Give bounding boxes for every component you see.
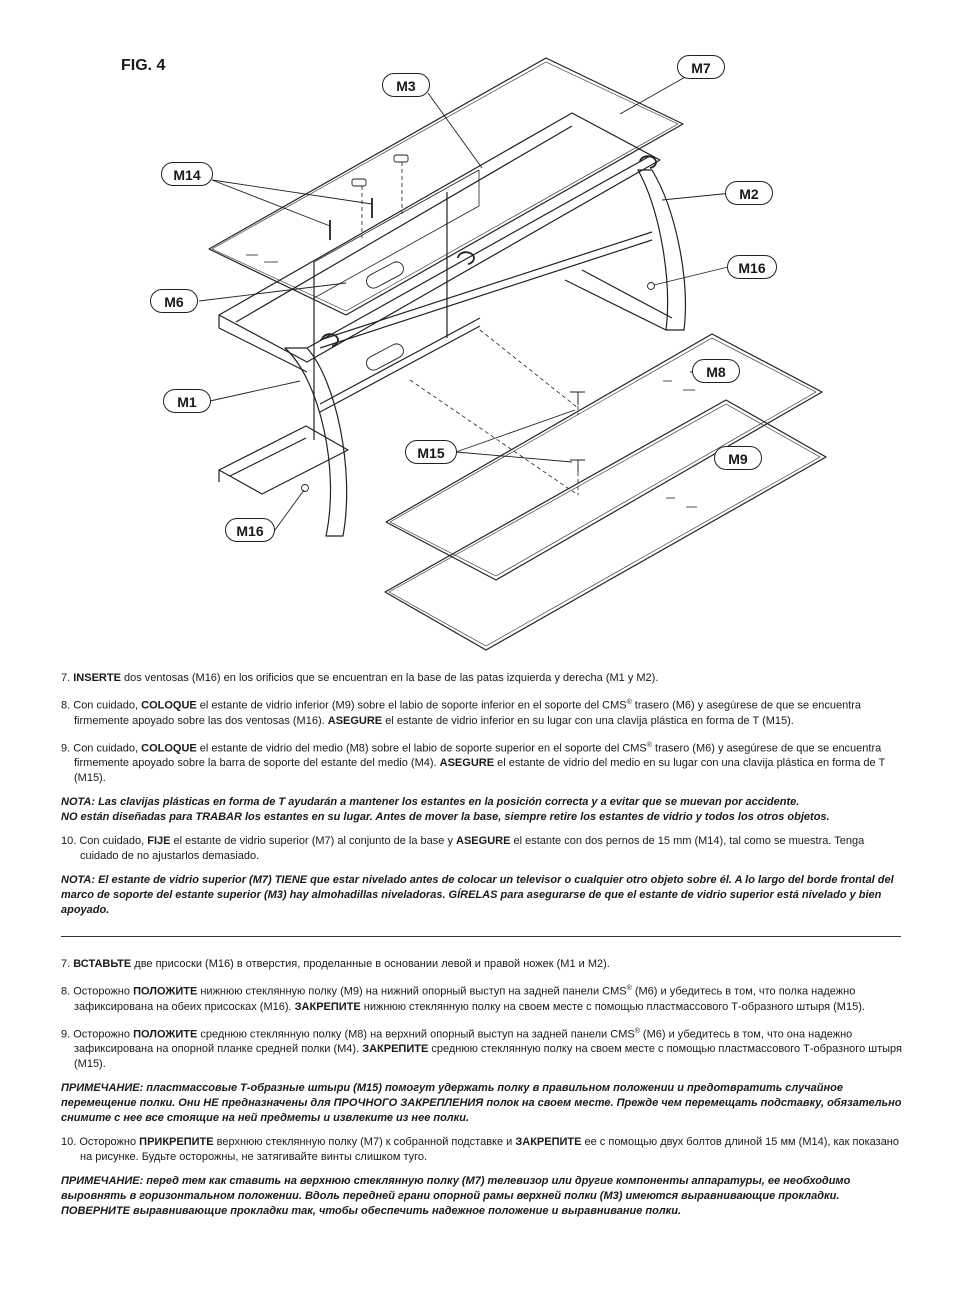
callout-m6: M6 [150, 289, 198, 313]
callout-m8: M8 [692, 359, 740, 383]
es-step-8: 8. Con cuidado, COLOQUE el estante de vidrio inferior (M9) sobre el labio de soporte inferior en el soporte del CMS® trasero (M6) y asegúrese de que se encuentra firmemente apoyado sobre las dos ventosas (M16). ASEGURE el estante de vidrio inferior en su lugar con una clavija plástica en forma de T (M15). [61, 699, 862, 727]
figure-title: FIG. 4 [121, 57, 166, 74]
upper-frame-m3 [219, 113, 660, 372]
ru-step-9: 9. Осторожно ПОЛОЖИТЕ среднюю стеклянную полку (M8) на верхний опорный выступ на задней панели CMS® (M6) и убедитесь в том, что она надежно зафиксирована на опорной планке средней полки (M4). ЗАКРЕПИТЕ среднюю стеклянную полку на своем месте с помощью пластмассового Т-образного штыря (M15). [61, 1027, 902, 1071]
callout-m9: M9 [714, 446, 762, 470]
ru-step-7: 7. ВСТАВЬТЕ две присоски (M16) в отверстия, проделанные в основании левой и правой ножек (M1 и M2). [61, 958, 610, 970]
callout-m16-right: M16 [727, 255, 777, 279]
callout-m7: M7 [677, 55, 725, 79]
es-note-2: NOTA: El estante de vidrio superior (M7) TIENE que estar nivelado antes de colocar un televisor o cualquier otro objeto sobre él. A lo largo del borde frontal del marco de soporte del estante superior (M3) hay almohadillas niveladoras. GÍRELAS para asegurarse de que el estante de vidrio superior está nivelado y bien apoyado. [61, 874, 894, 917]
callout-m14: M14 [161, 162, 213, 186]
ru-note-2: ПРИМЕЧАНИЕ: перед тем как ставить на верхнюю стеклянную полку (M7) телевизор или другие компоненты аппаратуры, ее необходимо выровнять в горизонтальном положении. Вдоль передней грани опорной рамы верхней полки (M3) имеются выравнивающие прокладки. ПОВЕРНИТЕ выравнивающие прокладки так, чтобы обеспечить надежное положение и выравнивание полки. [61, 1175, 851, 1218]
callout-m3: M3 [382, 73, 430, 97]
ru-step-8: 8. Осторожно ПОЛОЖИТЕ нижнюю стеклянную полку (M9) на нижний опорный выступ на задней панели CMS® (M6) и убедитесь в том, что полка надежно зафиксирована на обеих присосках (M16). ЗАКРЕПИТЕ нижнюю стеклянную полку на своем месте с помощью пластмассового Т-образного штыря (M15). [61, 985, 865, 1013]
spanish-instructions [61, 671, 903, 927]
es-step-7: 7. INSERTE dos ventosas (M16) en los orificios que se encuentran en la base de las patas izquierda y derecha (M1 y M2). [61, 672, 659, 684]
leader-lines [199, 76, 732, 530]
callout-m2: M2 [725, 181, 773, 205]
es-step-9: 9. Con cuidado, COLOQUE el estante de vidrio del medio (M8) sobre el labio de soporte superior en el soporte del CMS® trasero (M6) y asegúrese de que se encuentra firmemente apoyado sobre la barra de soporte del estante del medio (M4). ASEGURE el estante de vidrio del medio en su lugar con una clavija plástica en forma de T (M15). [61, 741, 885, 785]
callout-m15: M15 [405, 440, 457, 464]
ru-note-1: ПРИМЕЧАНИЕ: пластмассовые Т-образные штыри (M15) помогут удержать полку в правильном положении и предотвратить случайное перемещение полки. Они НЕ предназначены для ПРОЧНОГО ЗАКРЕПЛЕНИЯ полок на своем месте. Прежде чем перемещать подставку, обязательно снимите с нее все стоящие на ней предметы и извлеките из нее полки. [61, 1082, 902, 1125]
es-note-1: NOTA: Las clavijas plásticas en forma de T ayudarán a mantener los estantes en la posición correcta y a evitar que se muevan por accidente. NO están diseñadas para TRABAR los estantes en su lugar. Antes de mover la base, siempre retire los estantes de vidrio y todos los otros objetos. [61, 796, 830, 824]
bottom-glass-shelf-m9 [385, 400, 826, 650]
es-step-10: 10. Con cuidado, FIJE el estante de vidrio superior (M7) al conjunto de la base y ASEGURE el estante con dos pernos de 15 mm (M14), tal como se muestra. Tenga cuidado de no ajustarlos demasiado. [61, 835, 865, 863]
callout-m1: M1 [163, 389, 211, 413]
right-leg-m2 [565, 170, 685, 524]
russian-instructions [61, 957, 903, 1228]
left-leg-m1 [219, 348, 348, 536]
ru-step-10: 10. Осторожно ПРИКРЕПИТЕ верхнюю стеклянную полку (M7) к собранной подставке и ЗАКРЕПИТЕ ее с помощью двух болтов длиной 15 мм (M14), как показано на рисунке. Будьте осторожны, не затягивайте винты слишком туго. [61, 1136, 900, 1164]
top-glass-shelf-m7 [209, 58, 683, 315]
section-divider [61, 936, 901, 937]
callout-m16-left: M16 [225, 518, 275, 542]
